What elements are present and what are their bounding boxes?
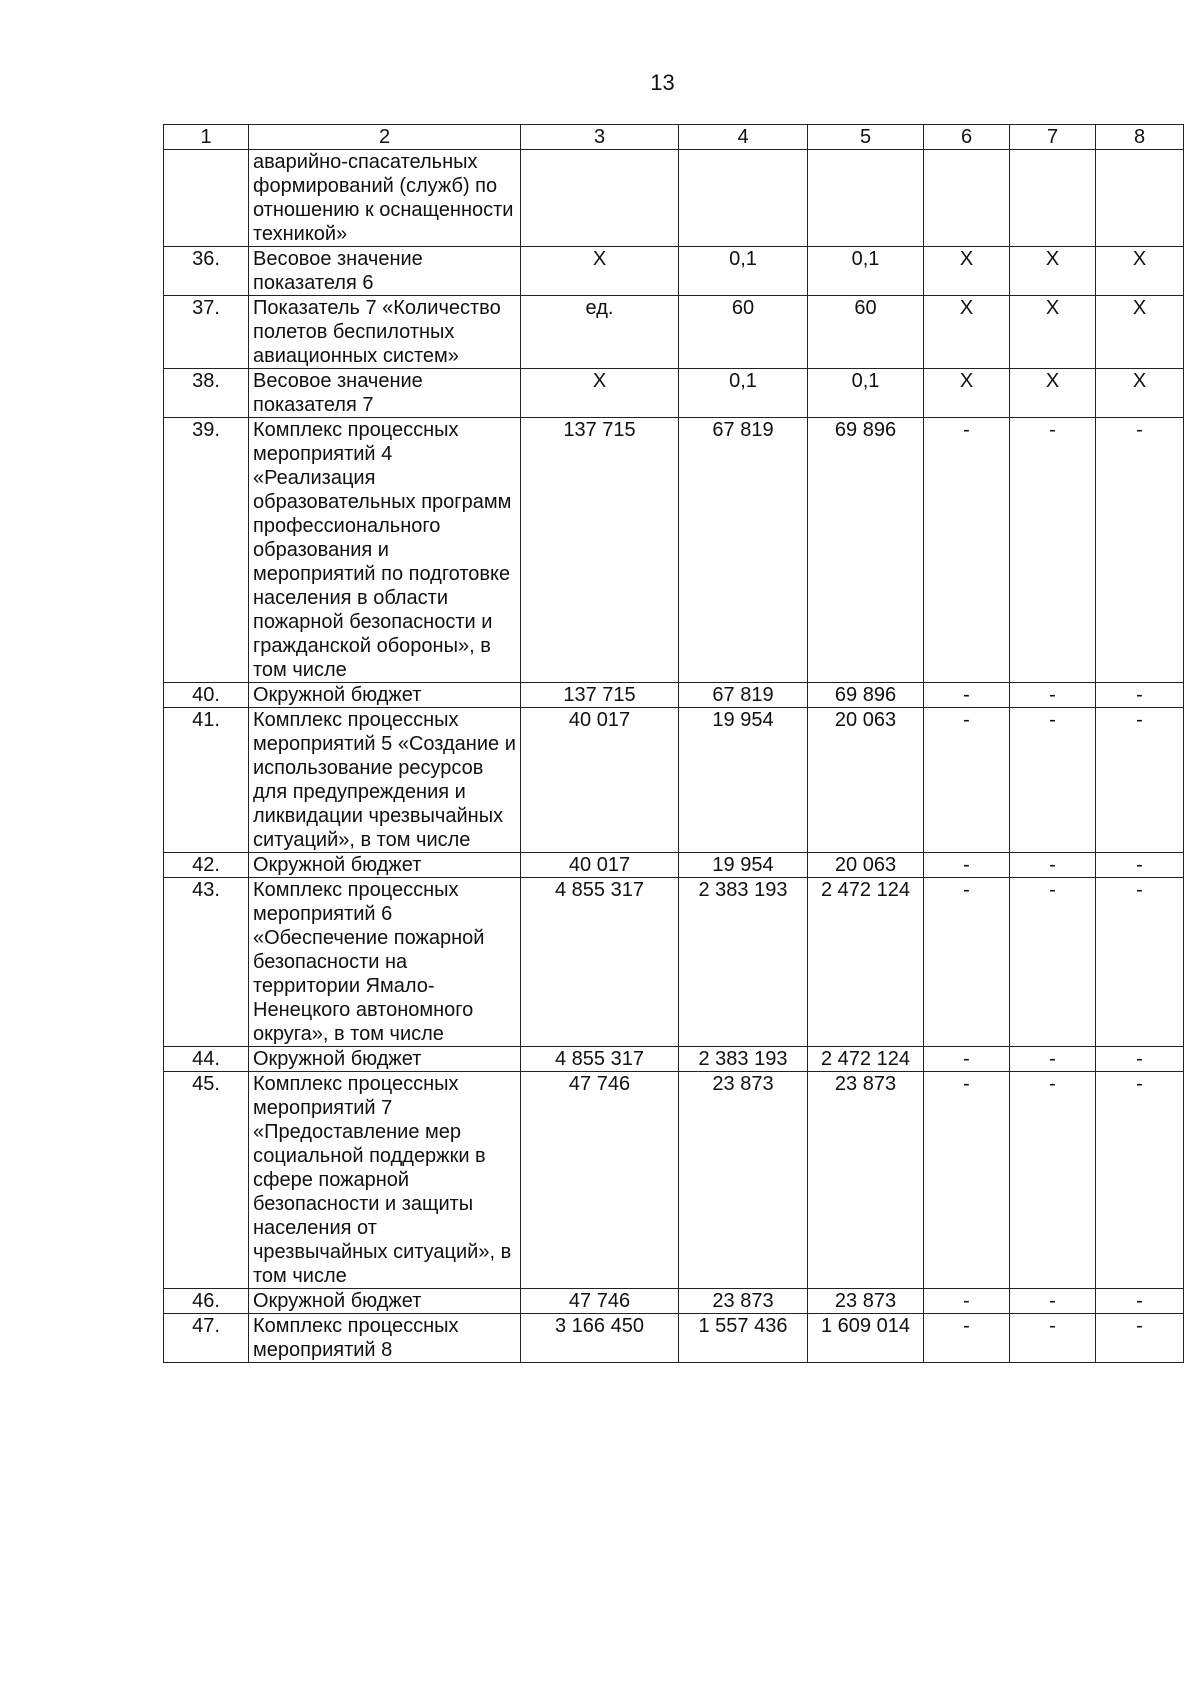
table-row (164, 1314, 1184, 1363)
cell-col4: 2 383 193 (679, 878, 808, 1047)
cell-col7: X (1010, 247, 1096, 296)
cell-col7: - (1010, 1289, 1096, 1314)
column-header: 6 (924, 125, 1010, 150)
cell-col3: 137 715 (521, 683, 679, 708)
row-number: 43. (164, 878, 249, 1047)
cell-col3: 3 166 450 (521, 1314, 679, 1363)
cell-col7: - (1010, 1072, 1096, 1289)
column-header: 7 (1010, 125, 1096, 150)
table-row (164, 1047, 1184, 1072)
cell-col8: - (1096, 878, 1184, 1047)
cell-col5: 23 873 (808, 1072, 924, 1289)
row-number: 45. (164, 1072, 249, 1289)
cell-col5: 69 896 (808, 418, 924, 683)
row-name: Окружной бюджет (249, 853, 521, 878)
row-name: Комплекс процессных мероприятий 6 «Обеспечение пожарной безопасности на территории Ямало-Ненецкого автономного округа», в том числе (249, 878, 521, 1047)
cell-col4: 2 383 193 (679, 1047, 808, 1072)
cell-col3: X (521, 369, 679, 418)
cell-col3: 47 746 (521, 1072, 679, 1289)
table-row (164, 247, 1184, 296)
page-number (0, 70, 1200, 96)
row-number: 37. (164, 296, 249, 369)
column-header: 3 (521, 125, 679, 150)
cell-col5: 0,1 (808, 369, 924, 418)
cell-col3: 4 855 317 (521, 878, 679, 1047)
row-name: Весовое значение показателя 7 (249, 369, 521, 418)
cell-col8: - (1096, 1047, 1184, 1072)
row-name: Комплекс процессных мероприятий 8 (249, 1314, 521, 1363)
cell-col4: 23 873 (679, 1072, 808, 1289)
cell-col6: - (924, 853, 1010, 878)
row-name: аварийно-спасательных формирований (служб) по отношению к оснащенности техникой» (249, 150, 521, 247)
cell-col6: - (924, 1289, 1010, 1314)
table-row (164, 853, 1184, 878)
table-row (164, 878, 1184, 1047)
cell-col7: - (1010, 418, 1096, 683)
cell-col5: 2 472 124 (808, 1047, 924, 1072)
cell-col7: - (1010, 853, 1096, 878)
table-row (164, 296, 1184, 369)
column-header: 1 (164, 125, 249, 150)
cell-col8: X (1096, 369, 1184, 418)
column-header: 4 (679, 125, 808, 150)
cell-col8: X (1096, 296, 1184, 369)
cell-col7: - (1010, 1047, 1096, 1072)
cell-col3: X (521, 247, 679, 296)
cell-col6: - (924, 1072, 1010, 1289)
cell-col8: - (1096, 853, 1184, 878)
row-number: 39. (164, 418, 249, 683)
cell-col7: X (1010, 369, 1096, 418)
row-name: Показатель 7 «Количество полетов беспилотных авиационных систем» (249, 296, 521, 369)
table-row (164, 683, 1184, 708)
cell-col3 (521, 150, 679, 247)
cell-col6: X (924, 369, 1010, 418)
row-number: 46. (164, 1289, 249, 1314)
cell-col8: - (1096, 1072, 1184, 1289)
column-header: 2 (249, 125, 521, 150)
column-header: 5 (808, 125, 924, 150)
row-name: Комплекс процессных мероприятий 7 «Предоставление мер социальной поддержки в сфере пожарной безопасности и защиты населения от чрезвычайных ситуаций», в том числе (249, 1072, 521, 1289)
cell-col5: 60 (808, 296, 924, 369)
table-row (164, 418, 1184, 683)
cell-col3: 40 017 (521, 853, 679, 878)
cell-col3: 4 855 317 (521, 1047, 679, 1072)
cell-col7: - (1010, 878, 1096, 1047)
row-number: 36. (164, 247, 249, 296)
table-row (164, 150, 1184, 247)
cell-col8: - (1096, 1289, 1184, 1314)
cell-col8: - (1096, 418, 1184, 683)
cell-col6: - (924, 418, 1010, 683)
cell-col5: 2 472 124 (808, 878, 924, 1047)
cell-col6: X (924, 247, 1010, 296)
cell-col7: X (1010, 296, 1096, 369)
cell-col4: 1 557 436 (679, 1314, 808, 1363)
budget-table (163, 124, 1184, 1363)
row-number: 40. (164, 683, 249, 708)
cell-col3: ед. (521, 296, 679, 369)
cell-col8: - (1096, 683, 1184, 708)
cell-col8: X (1096, 247, 1184, 296)
cell-col3: 40 017 (521, 708, 679, 853)
cell-col7 (1010, 150, 1096, 247)
cell-col6: X (924, 296, 1010, 369)
cell-col5: 23 873 (808, 1289, 924, 1314)
cell-col6: - (924, 1047, 1010, 1072)
table-row (164, 1072, 1184, 1289)
row-number: 47. (164, 1314, 249, 1363)
cell-col6: - (924, 683, 1010, 708)
table-row (164, 708, 1184, 853)
cell-col4 (679, 150, 808, 247)
cell-col5: 69 896 (808, 683, 924, 708)
cell-col5: 0,1 (808, 247, 924, 296)
row-name: Окружной бюджет (249, 683, 521, 708)
cell-col5: 1 609 014 (808, 1314, 924, 1363)
cell-col4: 19 954 (679, 708, 808, 853)
cell-col4: 60 (679, 296, 808, 369)
row-number: 41. (164, 708, 249, 853)
cell-col4: 0,1 (679, 369, 808, 418)
cell-col8: - (1096, 708, 1184, 853)
table-row (164, 1289, 1184, 1314)
cell-col4: 67 819 (679, 418, 808, 683)
cell-col4: 19 954 (679, 853, 808, 878)
page-number-text: 13 (650, 70, 675, 95)
cell-col7: - (1010, 1314, 1096, 1363)
row-name: Окружной бюджет (249, 1289, 521, 1314)
column-header: 8 (1096, 125, 1184, 150)
cell-col4: 0,1 (679, 247, 808, 296)
row-number: 42. (164, 853, 249, 878)
cell-col5: 20 063 (808, 708, 924, 853)
cell-col6 (924, 150, 1010, 247)
cell-col5 (808, 150, 924, 247)
header-row (164, 125, 1184, 150)
cell-col3: 47 746 (521, 1289, 679, 1314)
cell-col6: - (924, 708, 1010, 853)
cell-col7: - (1010, 683, 1096, 708)
cell-col5: 20 063 (808, 853, 924, 878)
cell-col6: - (924, 1314, 1010, 1363)
cell-col3: 137 715 (521, 418, 679, 683)
row-number: 44. (164, 1047, 249, 1072)
table-row (164, 369, 1184, 418)
row-number (164, 150, 249, 247)
row-number: 38. (164, 369, 249, 418)
row-name: Комплекс процессных мероприятий 4 «Реализация образовательных программ профессионального образования и мероприятий по подготовке населения в области пожарной безопасности и гражданской обороны», в том числе (249, 418, 521, 683)
cell-col7: - (1010, 708, 1096, 853)
cell-col6: - (924, 878, 1010, 1047)
cell-col4: 67 819 (679, 683, 808, 708)
row-name: Окружной бюджет (249, 1047, 521, 1072)
row-name: Комплекс процессных мероприятий 5 «Создание и использование ресурсов для предупреждения и ликвидации чрезвычайных ситуаций», в том числе (249, 708, 521, 853)
cell-col8 (1096, 150, 1184, 247)
row-name: Весовое значение показателя 6 (249, 247, 521, 296)
cell-col4: 23 873 (679, 1289, 808, 1314)
cell-col8: - (1096, 1314, 1184, 1363)
